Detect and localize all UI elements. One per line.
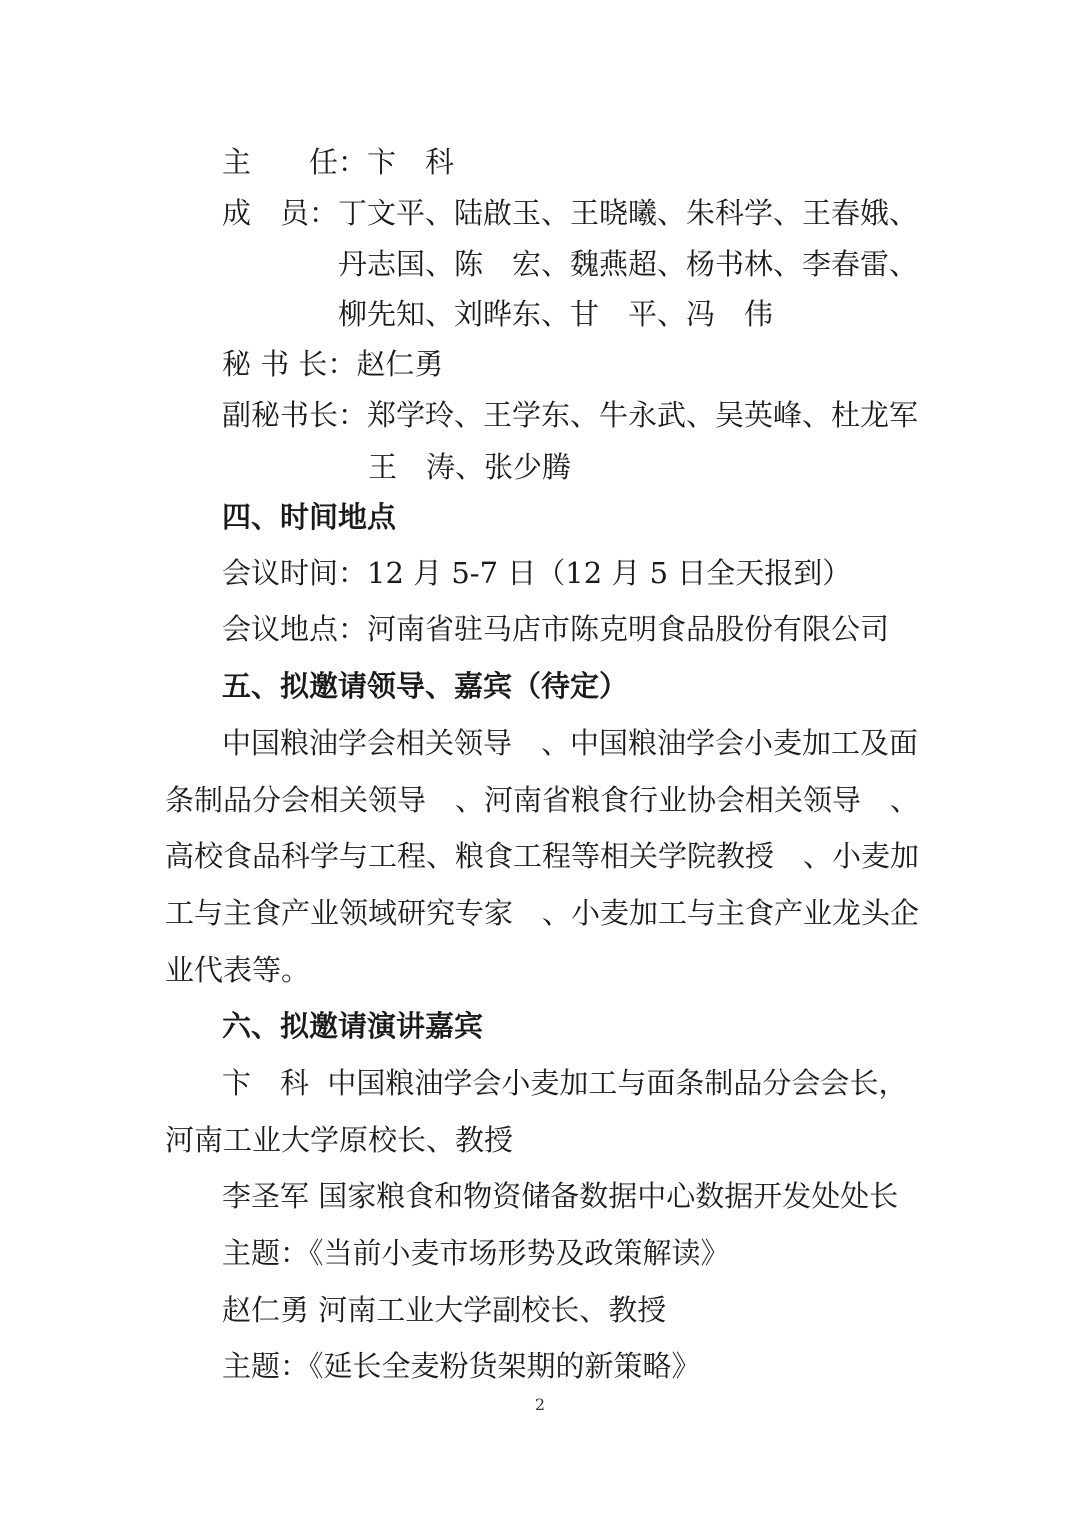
meeting-time: 会议时间：12 月 5-7 日（12 月 5 日全天报到） bbox=[222, 556, 852, 590]
guests-line-1: 中国粮油学会相关领导 、中国粮油学会小麦加工及面 bbox=[222, 726, 919, 760]
guests-line-2: 条制品分会相关领导 、河南省粮食行业协会相关领导 、 bbox=[165, 783, 920, 817]
members-line-2: 丹志国、陈 宏、魏燕超、杨书林、李春雷、 bbox=[338, 247, 919, 281]
speaker-1-line-2: 河南工业大学原校长、教授 bbox=[165, 1123, 514, 1157]
members-line-1: 成 员：丁文平、陆啟玉、王晓曦、朱科学、王春娥、 bbox=[222, 196, 919, 230]
speaker-3: 赵仁勇 河南工业大学副校长、教授 bbox=[222, 1293, 667, 1327]
deputy-secretary-line-1: 副秘书长：郑学玲、王学东、牛永武、吴英峰、杜龙军 bbox=[222, 398, 919, 432]
section-4-heading: 四、时间地点 bbox=[222, 500, 397, 534]
speaker-2-topic: 主题：《当前小麦市场形势及政策解读》 bbox=[222, 1236, 730, 1270]
section-5-heading: 五、拟邀请领导、嘉宾（待定） bbox=[222, 669, 629, 703]
page-number: 2 bbox=[534, 1395, 546, 1414]
meeting-place: 会议地点：河南省驻马店市陈克明食品股份有限公司 bbox=[222, 612, 890, 646]
guests-line-3: 高校食品科学与工程、粮食工程等相关学院教授 、小麦加 bbox=[165, 839, 920, 873]
guests-line-5: 业代表等。 bbox=[165, 953, 311, 987]
speaker-3-topic: 主题：《延长全麦粉货架期的新策略》 bbox=[222, 1349, 701, 1383]
section-6-heading: 六、拟邀请演讲嘉宾 bbox=[222, 1009, 484, 1043]
speaker-2: 李圣军 国家粮食和物资储备数据中心数据开发处处长 bbox=[222, 1179, 899, 1213]
members-line-3: 柳先知、刘晔东、甘 平、冯 伟 bbox=[338, 297, 774, 331]
director-line: 主 任：卞 科 bbox=[222, 145, 455, 179]
deputy-secretary-line-2: 王 涛、张少腾 bbox=[368, 450, 572, 484]
speaker-1-line-1: 卞 科 中国粮油学会小麦加工与面条制品分会会长， bbox=[222, 1066, 908, 1100]
secretary-general-line: 秘 书 长：赵仁勇 bbox=[222, 347, 444, 381]
guests-line-4: 工与主食产业领域研究专家 、小麦加工与主食产业龙头企 bbox=[165, 896, 920, 930]
